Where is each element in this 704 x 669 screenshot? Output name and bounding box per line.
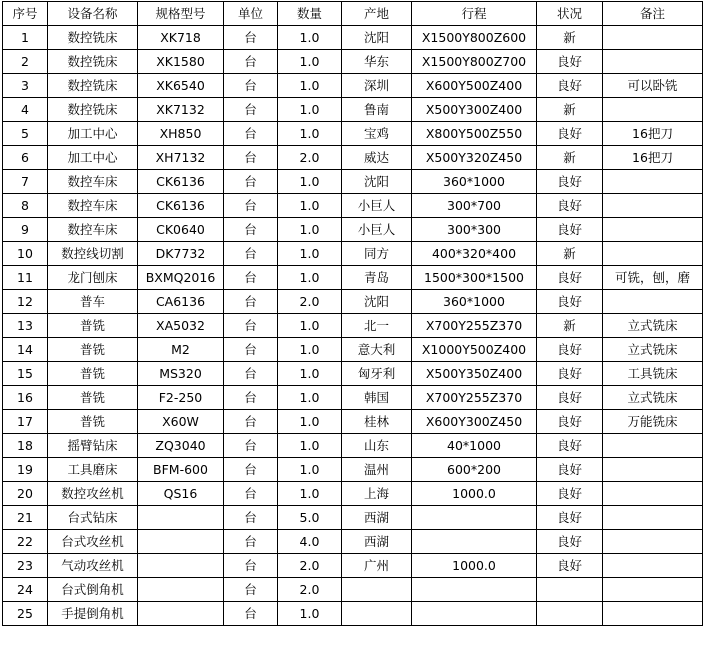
table-row xyxy=(3,50,703,74)
cell-name: 数控铣床 xyxy=(48,98,138,122)
column-header-name: 设备名称 xyxy=(48,2,138,26)
cell-unit: 台 xyxy=(224,50,278,74)
cell-name: 数控铣床 xyxy=(48,74,138,98)
cell-seq: 23 xyxy=(3,554,48,578)
cell-name: 数控车床 xyxy=(48,218,138,242)
cell-remark: 万能铣床 xyxy=(603,410,703,434)
cell-remark: 16把刀 xyxy=(603,122,703,146)
cell-status: 良好 xyxy=(537,290,603,314)
column-header-stroke: 行程 xyxy=(412,2,537,26)
cell-unit: 台 xyxy=(224,554,278,578)
cell-stroke: 1500*300*1500 xyxy=(412,266,537,290)
cell-unit: 台 xyxy=(224,98,278,122)
cell-origin: 上海 xyxy=(342,482,412,506)
cell-name: 加工中心 xyxy=(48,146,138,170)
cell-status: 良好 xyxy=(537,266,603,290)
cell-model xyxy=(138,554,224,578)
column-header-remark: 备注 xyxy=(603,2,703,26)
cell-seq: 15 xyxy=(3,362,48,386)
cell-qty: 1.0 xyxy=(278,242,342,266)
cell-remark xyxy=(603,554,703,578)
cell-seq: 20 xyxy=(3,482,48,506)
table-row xyxy=(3,74,703,98)
cell-model xyxy=(138,506,224,530)
cell-qty: 1.0 xyxy=(278,194,342,218)
cell-stroke: 300*700 xyxy=(412,194,537,218)
cell-status: 良好 xyxy=(537,74,603,98)
table-row xyxy=(3,170,703,194)
cell-origin: 广州 xyxy=(342,554,412,578)
cell-model: BFM-600 xyxy=(138,458,224,482)
cell-model: ZQ3040 xyxy=(138,434,224,458)
cell-stroke xyxy=(412,578,537,602)
cell-seq: 5 xyxy=(3,122,48,146)
cell-remark xyxy=(603,50,703,74)
cell-name: 数控铣床 xyxy=(48,50,138,74)
cell-origin: 北一 xyxy=(342,314,412,338)
cell-name: 普铣 xyxy=(48,314,138,338)
cell-stroke: X800Y500Z550 xyxy=(412,122,537,146)
cell-unit: 台 xyxy=(224,602,278,626)
cell-stroke: X500Y320Z450 xyxy=(412,146,537,170)
cell-stroke xyxy=(412,530,537,554)
cell-model: XK1580 xyxy=(138,50,224,74)
cell-status: 良好 xyxy=(537,194,603,218)
cell-origin xyxy=(342,602,412,626)
cell-stroke: 400*320*400 xyxy=(412,242,537,266)
cell-remark: 16把刀 xyxy=(603,146,703,170)
table-row xyxy=(3,578,703,602)
cell-remark xyxy=(603,530,703,554)
table-row xyxy=(3,362,703,386)
cell-model: CK6136 xyxy=(138,194,224,218)
table-row xyxy=(3,506,703,530)
cell-stroke: X500Y300Z400 xyxy=(412,98,537,122)
cell-status: 良好 xyxy=(537,410,603,434)
cell-unit: 台 xyxy=(224,146,278,170)
table-row xyxy=(3,410,703,434)
cell-model: CK0640 xyxy=(138,218,224,242)
cell-seq: 1 xyxy=(3,26,48,50)
cell-remark xyxy=(603,482,703,506)
cell-stroke: 1000.0 xyxy=(412,554,537,578)
cell-name: 台式钻床 xyxy=(48,506,138,530)
cell-model: CK6136 xyxy=(138,170,224,194)
cell-remark xyxy=(603,194,703,218)
table-row xyxy=(3,26,703,50)
cell-seq: 10 xyxy=(3,242,48,266)
cell-name: 工具磨床 xyxy=(48,458,138,482)
cell-model: XH850 xyxy=(138,122,224,146)
cell-unit: 台 xyxy=(224,434,278,458)
cell-qty: 1.0 xyxy=(278,434,342,458)
cell-unit: 台 xyxy=(224,578,278,602)
cell-seq: 19 xyxy=(3,458,48,482)
cell-unit: 台 xyxy=(224,386,278,410)
cell-name: 龙门刨床 xyxy=(48,266,138,290)
cell-remark xyxy=(603,218,703,242)
cell-stroke: X1000Y500Z400 xyxy=(412,338,537,362)
cell-qty: 4.0 xyxy=(278,530,342,554)
column-header-status: 状况 xyxy=(537,2,603,26)
cell-unit: 台 xyxy=(224,26,278,50)
cell-stroke: X1500Y800Z700 xyxy=(412,50,537,74)
cell-status: 良好 xyxy=(537,362,603,386)
cell-origin: 青岛 xyxy=(342,266,412,290)
cell-status: 新 xyxy=(537,98,603,122)
cell-model xyxy=(138,602,224,626)
cell-qty: 1.0 xyxy=(278,98,342,122)
cell-remark: 立式铣床 xyxy=(603,338,703,362)
cell-status xyxy=(537,602,603,626)
cell-name: 手提倒角机 xyxy=(48,602,138,626)
cell-model: QS16 xyxy=(138,482,224,506)
cell-origin: 西湖 xyxy=(342,506,412,530)
cell-status: 良好 xyxy=(537,122,603,146)
cell-origin: 桂林 xyxy=(342,410,412,434)
cell-qty: 1.0 xyxy=(278,386,342,410)
cell-name: 数控车床 xyxy=(48,194,138,218)
table-row xyxy=(3,218,703,242)
cell-unit: 台 xyxy=(224,74,278,98)
cell-qty: 1.0 xyxy=(278,362,342,386)
equipment-table xyxy=(2,1,703,626)
cell-status: 良好 xyxy=(537,554,603,578)
cell-unit: 台 xyxy=(224,122,278,146)
column-header-qty: 数量 xyxy=(278,2,342,26)
cell-origin: 温州 xyxy=(342,458,412,482)
cell-model: XK718 xyxy=(138,26,224,50)
cell-origin: 华东 xyxy=(342,50,412,74)
cell-qty: 2.0 xyxy=(278,146,342,170)
table-row xyxy=(3,554,703,578)
cell-status: 良好 xyxy=(537,482,603,506)
cell-qty: 1.0 xyxy=(278,74,342,98)
cell-stroke: 300*300 xyxy=(412,218,537,242)
cell-origin: 匈牙利 xyxy=(342,362,412,386)
cell-seq: 17 xyxy=(3,410,48,434)
cell-unit: 台 xyxy=(224,314,278,338)
cell-model: M2 xyxy=(138,338,224,362)
cell-unit: 台 xyxy=(224,218,278,242)
cell-stroke: 1000.0 xyxy=(412,482,537,506)
cell-unit: 台 xyxy=(224,362,278,386)
cell-model: X60W xyxy=(138,410,224,434)
cell-model: MS320 xyxy=(138,362,224,386)
cell-seq: 2 xyxy=(3,50,48,74)
cell-remark xyxy=(603,242,703,266)
cell-model: XK7132 xyxy=(138,98,224,122)
cell-stroke xyxy=(412,506,537,530)
cell-seq: 25 xyxy=(3,602,48,626)
table-row xyxy=(3,98,703,122)
cell-unit: 台 xyxy=(224,458,278,482)
table-row xyxy=(3,242,703,266)
cell-remark xyxy=(603,26,703,50)
cell-qty: 2.0 xyxy=(278,554,342,578)
cell-remark xyxy=(603,506,703,530)
cell-status xyxy=(537,578,603,602)
cell-name: 台式攻丝机 xyxy=(48,530,138,554)
cell-remark: 工具铣床 xyxy=(603,362,703,386)
cell-status: 良好 xyxy=(537,218,603,242)
cell-model: F2-250 xyxy=(138,386,224,410)
cell-name: 普车 xyxy=(48,290,138,314)
cell-status: 良好 xyxy=(537,434,603,458)
cell-unit: 台 xyxy=(224,242,278,266)
cell-seq: 6 xyxy=(3,146,48,170)
cell-name: 数控线切割 xyxy=(48,242,138,266)
cell-seq: 16 xyxy=(3,386,48,410)
column-header-model: 规格型号 xyxy=(138,2,224,26)
cell-qty: 1.0 xyxy=(278,122,342,146)
table-row xyxy=(3,602,703,626)
cell-seq: 21 xyxy=(3,506,48,530)
cell-model: XK6540 xyxy=(138,74,224,98)
cell-stroke: 600*200 xyxy=(412,458,537,482)
cell-stroke: X1500Y800Z600 xyxy=(412,26,537,50)
cell-status: 良好 xyxy=(537,458,603,482)
table-row xyxy=(3,386,703,410)
cell-unit: 台 xyxy=(224,170,278,194)
cell-status: 良好 xyxy=(537,506,603,530)
cell-qty: 1.0 xyxy=(278,50,342,74)
cell-model: CA6136 xyxy=(138,290,224,314)
cell-qty: 1.0 xyxy=(278,482,342,506)
cell-status: 良好 xyxy=(537,530,603,554)
cell-stroke: X500Y350Z400 xyxy=(412,362,537,386)
cell-name: 数控车床 xyxy=(48,170,138,194)
cell-origin: 沈阳 xyxy=(342,290,412,314)
table-row xyxy=(3,194,703,218)
cell-name: 普铣 xyxy=(48,410,138,434)
cell-name: 普铣 xyxy=(48,362,138,386)
column-header-unit: 单位 xyxy=(224,2,278,26)
cell-unit: 台 xyxy=(224,482,278,506)
cell-unit: 台 xyxy=(224,506,278,530)
cell-seq: 13 xyxy=(3,314,48,338)
cell-seq: 22 xyxy=(3,530,48,554)
column-header-seq: 序号 xyxy=(3,2,48,26)
cell-name: 气动攻丝机 xyxy=(48,554,138,578)
cell-qty: 2.0 xyxy=(278,578,342,602)
cell-model: XH7132 xyxy=(138,146,224,170)
cell-qty: 1.0 xyxy=(278,338,342,362)
cell-stroke: 40*1000 xyxy=(412,434,537,458)
cell-qty: 1.0 xyxy=(278,602,342,626)
cell-name: 普铣 xyxy=(48,338,138,362)
table-row xyxy=(3,434,703,458)
cell-origin: 威达 xyxy=(342,146,412,170)
cell-seq: 8 xyxy=(3,194,48,218)
table-row xyxy=(3,458,703,482)
cell-origin xyxy=(342,578,412,602)
cell-model: DK7732 xyxy=(138,242,224,266)
table-row xyxy=(3,146,703,170)
cell-model: BXMQ2016 xyxy=(138,266,224,290)
table-body xyxy=(3,26,703,626)
cell-origin: 山东 xyxy=(342,434,412,458)
cell-seq: 9 xyxy=(3,218,48,242)
table-row xyxy=(3,266,703,290)
cell-qty: 5.0 xyxy=(278,506,342,530)
table-header-row xyxy=(3,2,703,26)
cell-qty: 1.0 xyxy=(278,266,342,290)
cell-status: 新 xyxy=(537,146,603,170)
cell-origin: 意大利 xyxy=(342,338,412,362)
table-row xyxy=(3,290,703,314)
cell-remark xyxy=(603,602,703,626)
cell-stroke: 360*1000 xyxy=(412,290,537,314)
cell-remark xyxy=(603,434,703,458)
cell-name: 摇臂钻床 xyxy=(48,434,138,458)
cell-remark xyxy=(603,458,703,482)
cell-qty: 1.0 xyxy=(278,218,342,242)
cell-unit: 台 xyxy=(224,194,278,218)
table-row xyxy=(3,122,703,146)
cell-status: 良好 xyxy=(537,170,603,194)
cell-model xyxy=(138,530,224,554)
table-row xyxy=(3,338,703,362)
cell-qty: 1.0 xyxy=(278,458,342,482)
column-header-origin: 产地 xyxy=(342,2,412,26)
cell-remark xyxy=(603,290,703,314)
cell-origin: 深圳 xyxy=(342,74,412,98)
cell-origin: 韩国 xyxy=(342,386,412,410)
cell-unit: 台 xyxy=(224,410,278,434)
table-row xyxy=(3,314,703,338)
cell-seq: 7 xyxy=(3,170,48,194)
cell-stroke: X700Y255Z370 xyxy=(412,386,537,410)
cell-stroke: X600Y500Z400 xyxy=(412,74,537,98)
cell-status: 良好 xyxy=(537,50,603,74)
cell-status: 新 xyxy=(537,242,603,266)
table-row xyxy=(3,482,703,506)
cell-seq: 4 xyxy=(3,98,48,122)
cell-origin: 沈阳 xyxy=(342,26,412,50)
cell-status: 良好 xyxy=(537,386,603,410)
cell-remark: 可铣，刨，磨 xyxy=(603,266,703,290)
cell-remark xyxy=(603,170,703,194)
cell-name: 加工中心 xyxy=(48,122,138,146)
cell-stroke: X700Y255Z370 xyxy=(412,314,537,338)
cell-remark xyxy=(603,98,703,122)
cell-qty: 1.0 xyxy=(278,170,342,194)
cell-origin: 鲁南 xyxy=(342,98,412,122)
cell-origin: 沈阳 xyxy=(342,170,412,194)
cell-remark: 立式铣床 xyxy=(603,314,703,338)
cell-origin: 西湖 xyxy=(342,530,412,554)
cell-unit: 台 xyxy=(224,266,278,290)
cell-name: 数控攻丝机 xyxy=(48,482,138,506)
cell-origin: 小巨人 xyxy=(342,218,412,242)
cell-name: 普铣 xyxy=(48,386,138,410)
cell-qty: 1.0 xyxy=(278,26,342,50)
cell-model: XA5032 xyxy=(138,314,224,338)
table-row xyxy=(3,530,703,554)
cell-remark xyxy=(603,578,703,602)
cell-model xyxy=(138,578,224,602)
cell-remark: 立式铣床 xyxy=(603,386,703,410)
cell-origin: 同方 xyxy=(342,242,412,266)
cell-qty: 1.0 xyxy=(278,410,342,434)
cell-seq: 12 xyxy=(3,290,48,314)
cell-stroke: 360*1000 xyxy=(412,170,537,194)
cell-seq: 18 xyxy=(3,434,48,458)
cell-status: 新 xyxy=(537,314,603,338)
cell-seq: 3 xyxy=(3,74,48,98)
cell-stroke: X600Y300Z450 xyxy=(412,410,537,434)
cell-seq: 14 xyxy=(3,338,48,362)
cell-status: 良好 xyxy=(537,338,603,362)
cell-stroke xyxy=(412,602,537,626)
cell-origin: 宝鸡 xyxy=(342,122,412,146)
cell-seq: 11 xyxy=(3,266,48,290)
cell-unit: 台 xyxy=(224,338,278,362)
cell-name: 台式倒角机 xyxy=(48,578,138,602)
cell-qty: 1.0 xyxy=(278,314,342,338)
cell-seq: 24 xyxy=(3,578,48,602)
cell-remark: 可以卧铣 xyxy=(603,74,703,98)
cell-origin: 小巨人 xyxy=(342,194,412,218)
cell-status: 新 xyxy=(537,26,603,50)
cell-unit: 台 xyxy=(224,290,278,314)
cell-name: 数控铣床 xyxy=(48,26,138,50)
cell-unit: 台 xyxy=(224,530,278,554)
cell-qty: 2.0 xyxy=(278,290,342,314)
